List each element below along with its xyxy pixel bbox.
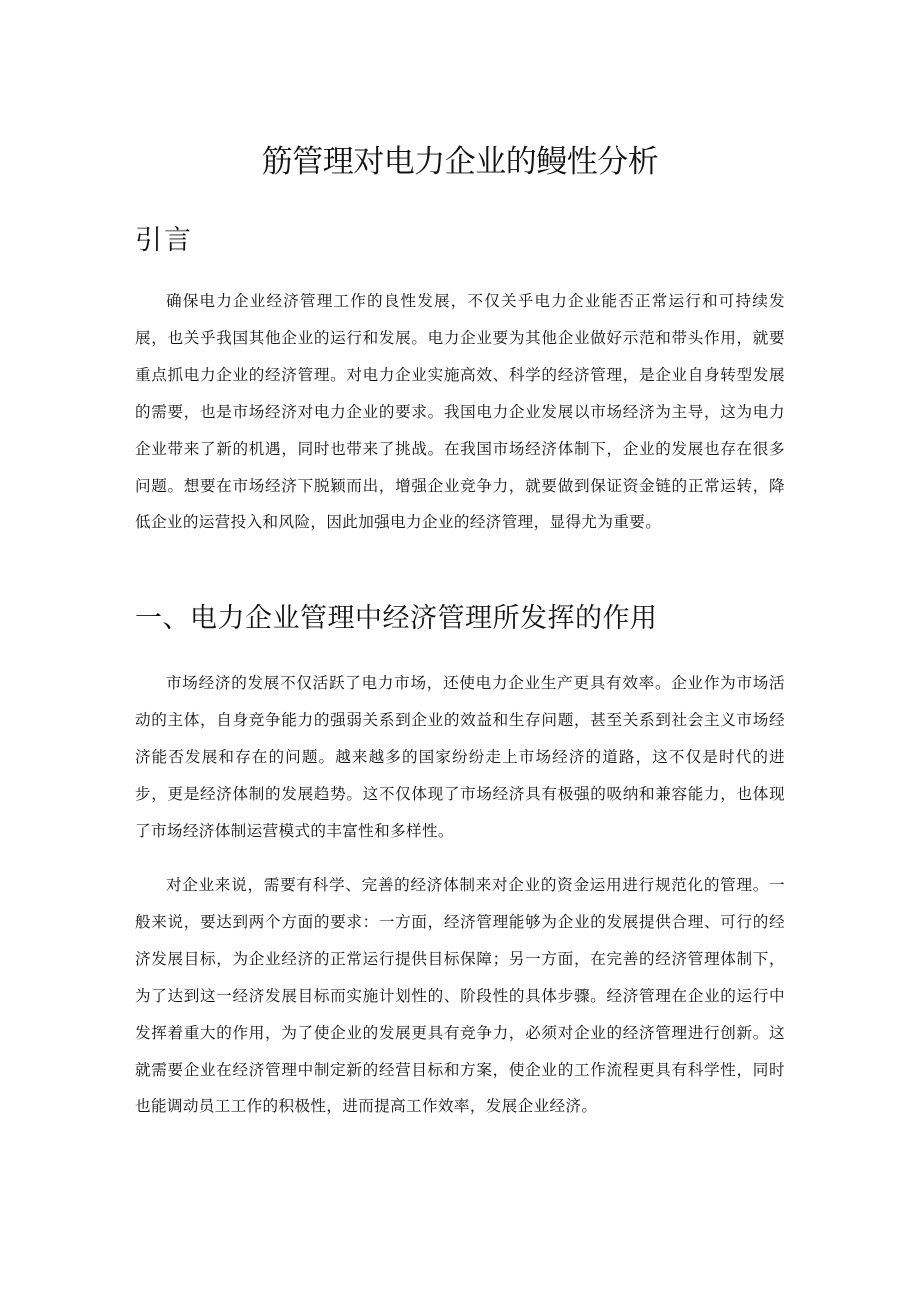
section-heading-introduction: 引言 — [135, 225, 193, 256]
document-title: 筋管理对电力企业的鳗性分析 — [261, 144, 659, 180]
introduction-paragraph: 确保电力企业经济管理工作的良性发展，不仅关乎电力企业能否正常运行和可持续发展，也关乎我国其他企业的运行和发展。电力企业要为其他企业做好示范和带头作用，就要重点抓电力企业的经济管理。对电力企业实施高效、科学的经济管理，是企业自身转型发展的需要，也是市场经济对电力企业的要求。我国电力企业发展以市场经济为主导，这为电力企业带来了新的机遇，同时也带来了挑战。在我国市场经济体制下，企业的发展也存在很多问题。想要在市场经济下脱颖而出，增强企业竞争力，就要做到保证资金链的正常运转，降低企业的运营投入和风险，因此加强电力企业的经济管理，显得尤为重要。 — [135, 292, 785, 532]
section-1-paragraph-2: 对企业来说，需要有科学、完善的经济体制来对企业的资金运用进行规范化的管理。一般来说，要达到两个方面的要求：一方面，经济管理能够为企业的发展提供合理、可行的经济发展目标，为企业经济的正常运行提供目标保障；另一方面，在完善的经济管理体制下，为了达到这一经济发展目标而实施计划性的、阶段性的具体步骤。经济管理在企业的运行中发挥着重大的作用，为了使企业的发展更具有竞争力，必须对企业的经济管理进行创新。这就需要企业在经济管理中制定新的经营目标和方案，使企业的工作流程更具有科学性，同时也能调动员工工作的积极性，进而提高工作效率，发展企业经济。 — [135, 876, 785, 1116]
section-1-paragraph-1: 市场经济的发展不仅活跃了电力市场，还使电力企业生产更具有效率。企业作为市场活动的主体，自身竞争能力的强弱关系到企业的效益和生存问题，甚至关系到社会主义市场经济能否发展和存在的问题。越来越多的国家纷纷走上市场经济的道路，这不仅是时代的进步，更是经济体制的发展趋势。这不仅体现了市场经济具有极强的吸纳和兼容能力，也体现了市场经济体制运营模式的丰富性和多样性。 — [135, 674, 785, 840]
section-heading-economic-management-role: 一、电力企业管理中经济管理所发挥的作用 — [135, 603, 658, 634]
